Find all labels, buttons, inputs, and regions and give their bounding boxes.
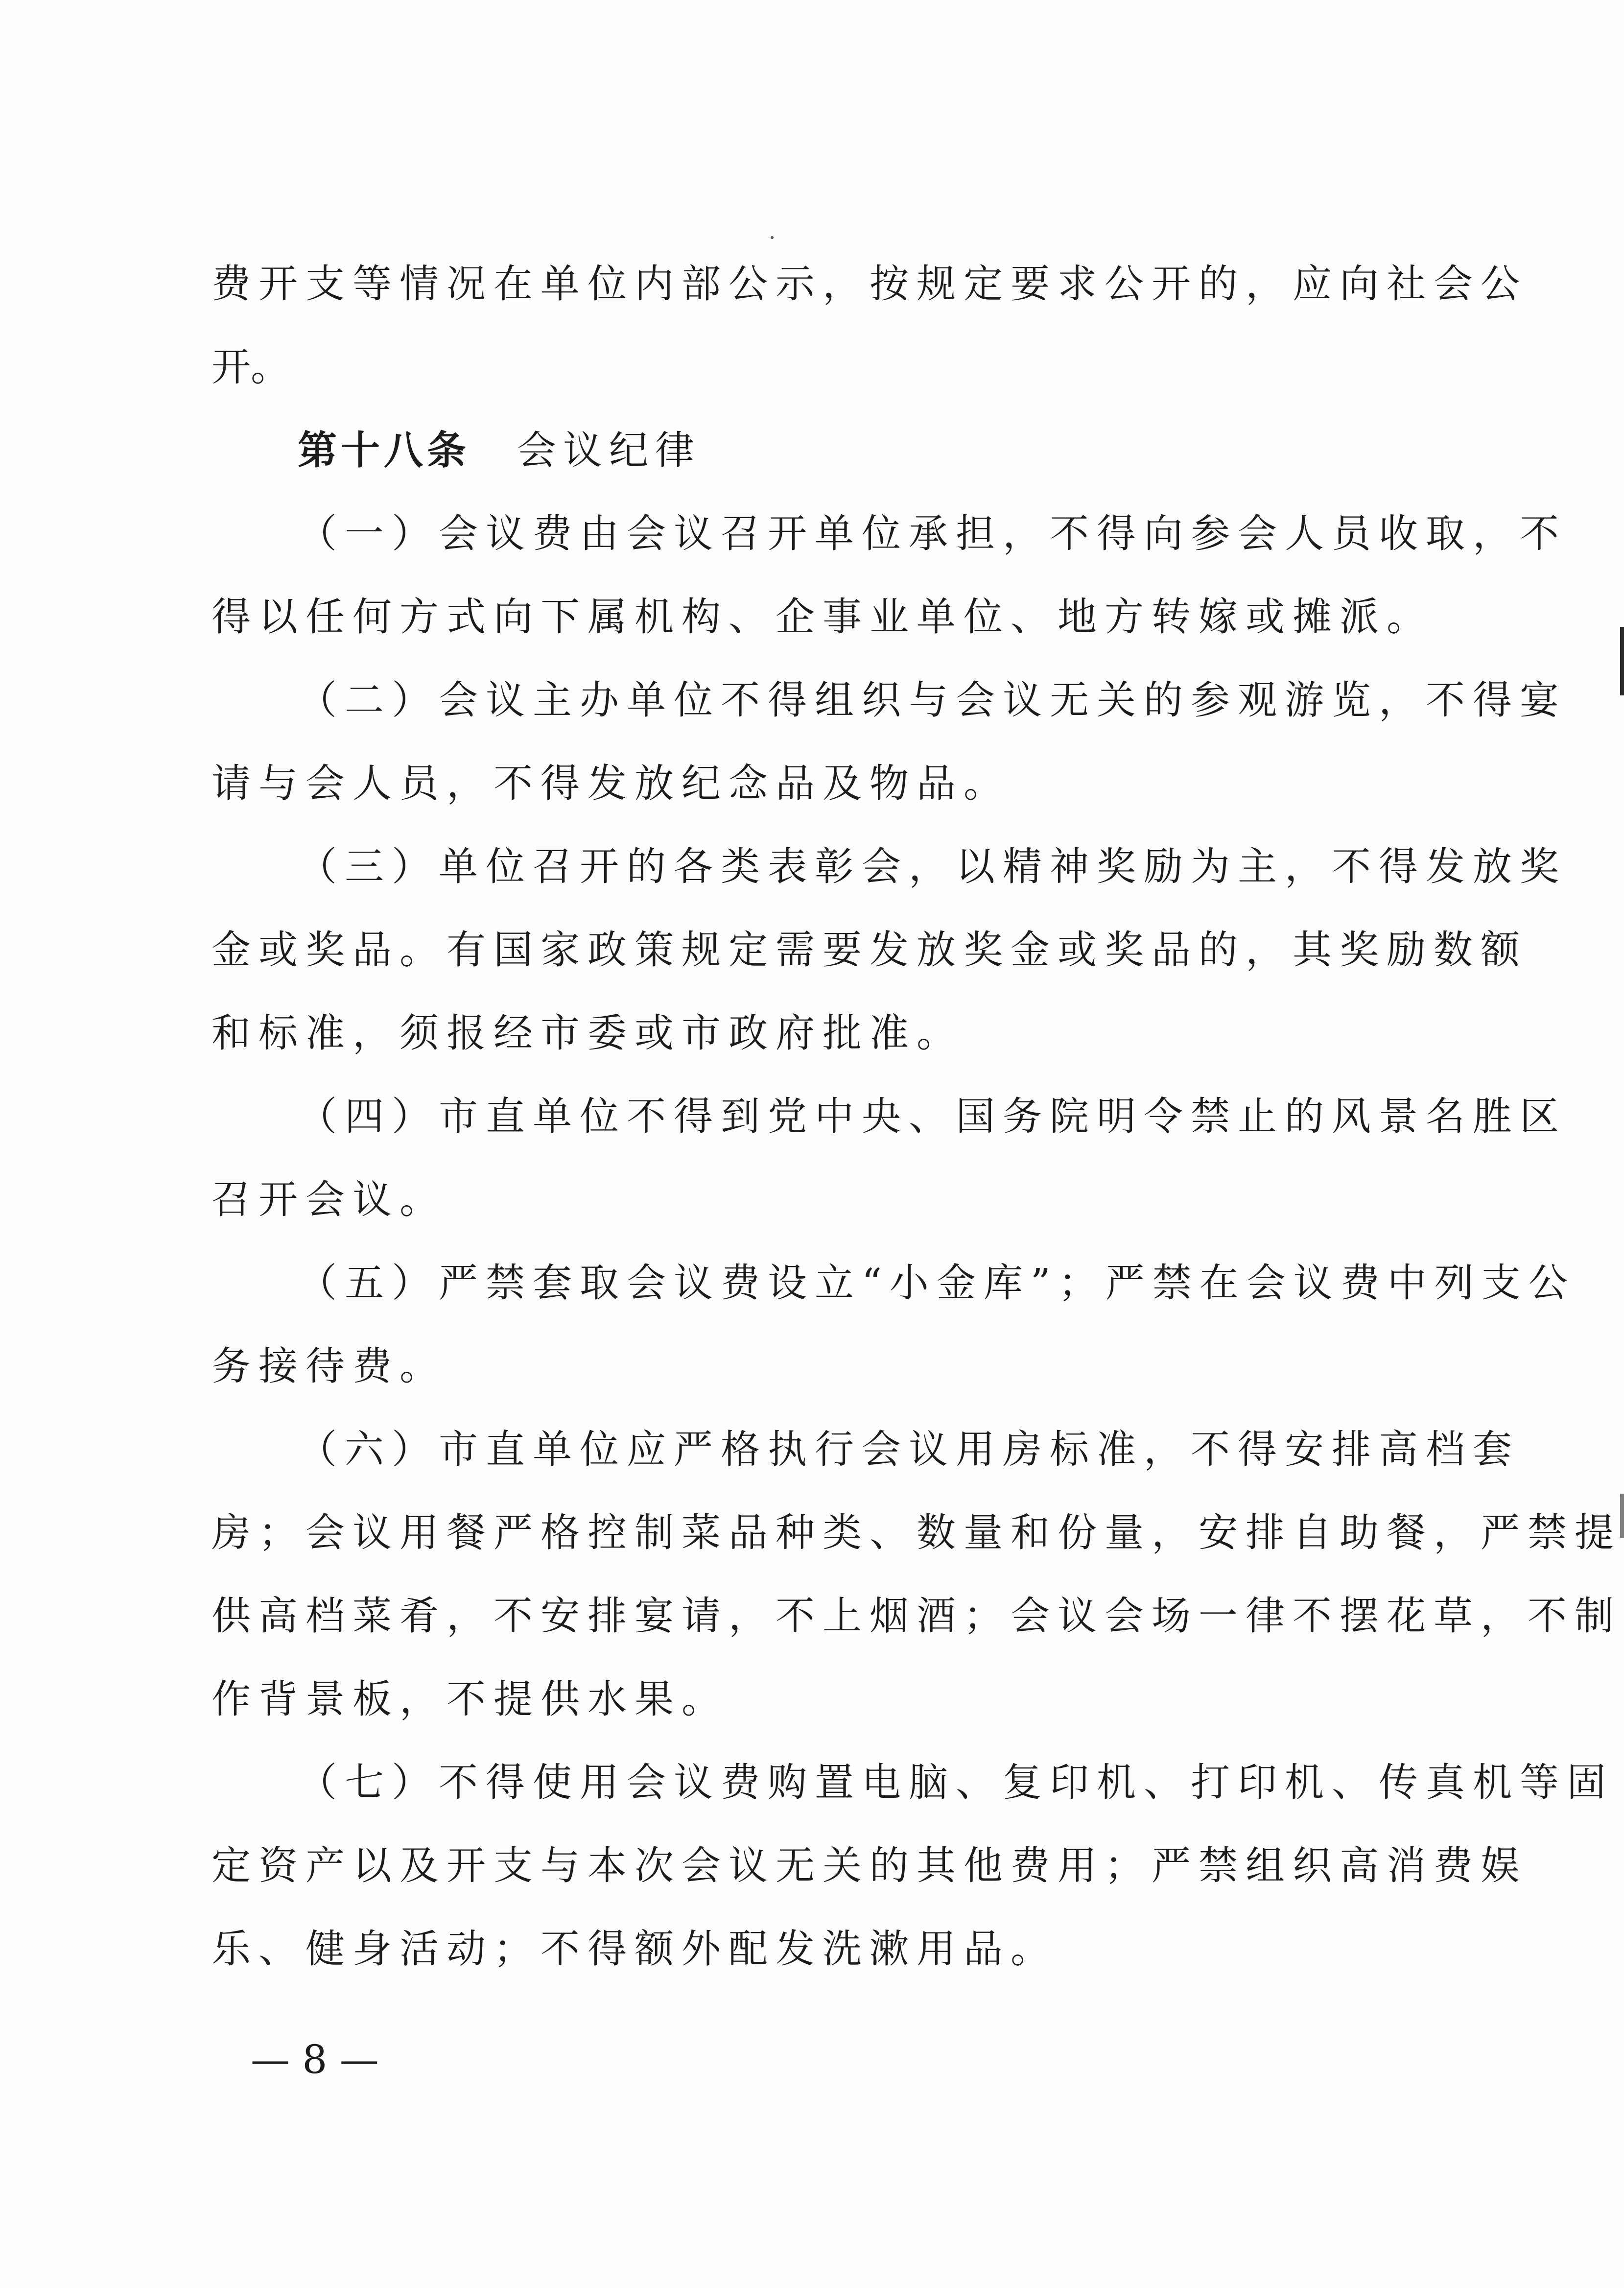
text-line: 开。 (212, 344, 290, 390)
text-line: 乐、健身活动；不得额外配发洗漱用品。 (212, 1926, 1058, 1972)
text-line: （七）不得使用会议费购置电脑、复印机、打印机、传真机等固 (298, 1760, 1614, 1805)
text-line: （四）市直单位不得到党中央、国务院明令禁止的风景名胜区 (298, 1094, 1567, 1139)
article-title: 会议纪律 (517, 428, 701, 473)
text-line: 定资产以及开支与本次会议无关的其他费用；严禁组织高消费娱 (212, 1843, 1528, 1888)
text-line: （五）严禁套取会议费设立“小金库”；严禁在会议费中列支公 (298, 1260, 1576, 1306)
text-line: 供高档菜肴，不安排宴请，不上烟酒；会议会场一律不摆花草，不制 (212, 1593, 1622, 1639)
text-line: 得以任何方式向下属机构、企事业单位、地方转嫁或摊派。 (212, 594, 1434, 640)
text-line: 费开支等情况在单位内部公示，按规定要求公开的，应向社会公 (212, 261, 1528, 307)
text-line: 和标准，须报经市委或市政府批准。 (212, 1010, 964, 1056)
scan-speck (771, 236, 774, 239)
text-line: （一）会议费由会议召开单位承担，不得向参会人员收取，不 (298, 511, 1567, 556)
text-line: 金或奖品。有国家政策规定需要发放奖金或奖品的，其奖励数额 (212, 927, 1528, 973)
text-line: （六）市直单位应严格执行会议用房标准，不得安排高档套 (298, 1427, 1520, 1472)
text-line: 房；会议用餐严格控制菜品种类、数量和份量，安排自助餐，严禁提 (212, 1510, 1622, 1555)
text-line: 召开会议。 (212, 1177, 447, 1222)
text-line: （三）单位召开的各类表彰会，以精神奖励为主，不得发放奖 (298, 844, 1567, 889)
page-number: — 8 — (251, 2037, 379, 2082)
text-line: 务接待费。 (212, 1343, 447, 1389)
article-heading (298, 421, 701, 480)
text-line: 请与会人员，不得发放纪念品及物品。 (212, 761, 1011, 806)
text-line: （二）会议主办单位不得组织与会议无关的参观游览，不得宴 (298, 677, 1567, 723)
text-line: 作背景板，不提供水果。 (212, 1676, 729, 1722)
scan-edge-mark (1620, 627, 1624, 695)
article-number: 第十八条 (298, 428, 470, 473)
